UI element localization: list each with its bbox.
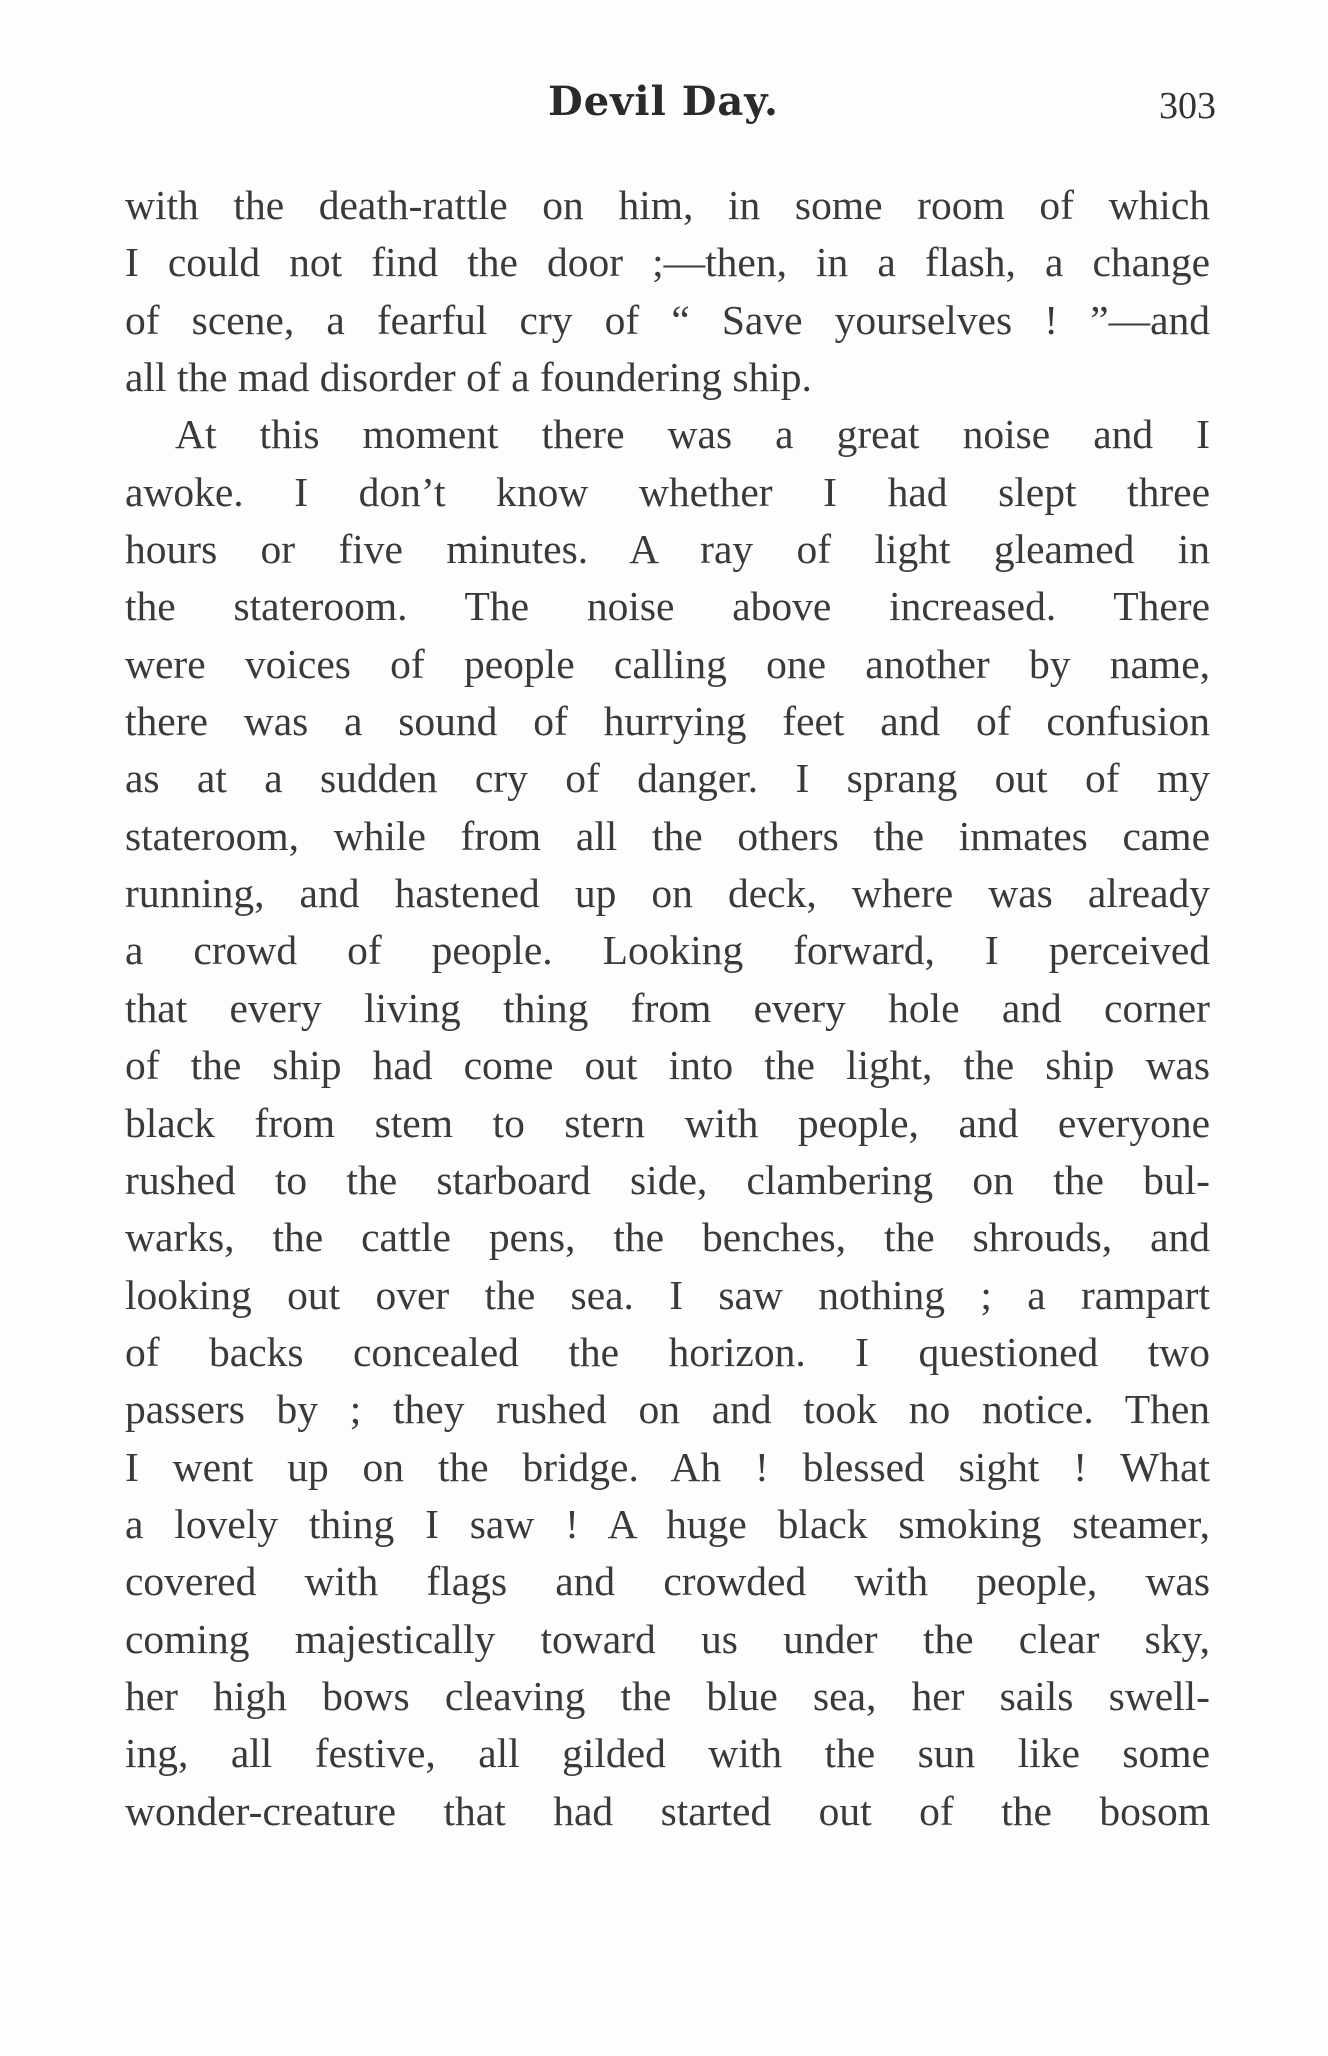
running-head	[0, 78, 1328, 138]
text-line: of backs concealed the horizon. I questioned two	[125, 1328, 1210, 1375]
text-line: her high bows cleaving the blue sea, her sails swell-	[125, 1672, 1210, 1719]
text-line: passers by ; they rushed on and took no notice. Then	[125, 1386, 1210, 1433]
text-line: of scene, a fearful cry of “ Save yourselves ! ”—and	[125, 296, 1210, 343]
running-title: Devil Day.	[548, 78, 779, 125]
text-line: awoke. I don’t know whether I had slept three	[125, 468, 1210, 515]
text-line: a lovely thing I saw ! A huge black smoking steamer,	[125, 1500, 1210, 1547]
text-line: warks, the cattle pens, the benches, the shrouds, and	[125, 1214, 1210, 1261]
text-line: I went up on the bridge. Ah ! blessed sight ! What	[125, 1443, 1210, 1490]
text-line: were voices of people calling one another by name,	[125, 640, 1210, 687]
text-line: coming majestically toward us under the clear sky,	[125, 1615, 1210, 1662]
text-line: all the mad disorder of a foundering ship.	[125, 354, 812, 401]
text-line: of the ship had come out into the light, the ship was	[125, 1042, 1210, 1089]
text-line: rushed to the starboard side, clambering on the bul-	[125, 1156, 1210, 1203]
page-number: 303	[1159, 85, 1216, 127]
text-line: ing, all festive, all gilded with the sun like some	[125, 1730, 1210, 1777]
body-text	[125, 177, 1210, 1840]
text-line: that every living thing from every hole and corner	[125, 984, 1210, 1031]
text-line: stateroom, while from all the others the inmates came	[125, 812, 1210, 859]
text-line: covered with flags and crowded with people, was	[125, 1558, 1210, 1605]
text-line: with the death-rattle on him, in some room of which	[125, 182, 1210, 228]
text-line: wonder-creature that had started out of the bosom	[125, 1787, 1210, 1834]
text-line: as at a sudden cry of danger. I sprang out of my	[125, 755, 1210, 802]
text-line: hours or five minutes. A ray of light gleamed in	[125, 526, 1210, 573]
text-line: running, and hastened up on deck, where was already	[125, 870, 1210, 917]
text-line: black from stem to stern with people, and everyone	[125, 1099, 1210, 1146]
text-line: there was a sound of hurrying feet and of confusion	[125, 698, 1210, 745]
text-line: I could not find the door ;—then, in a flash, a change	[125, 239, 1210, 286]
text-line: a crowd of people. Looking forward, I perceived	[125, 927, 1210, 974]
text-line: At this moment there was a great noise and I	[175, 411, 1210, 458]
text-line: looking out over the sea. I saw nothing ; a rampart	[125, 1271, 1210, 1318]
text-line: the stateroom. The noise above increased. There	[125, 583, 1210, 630]
